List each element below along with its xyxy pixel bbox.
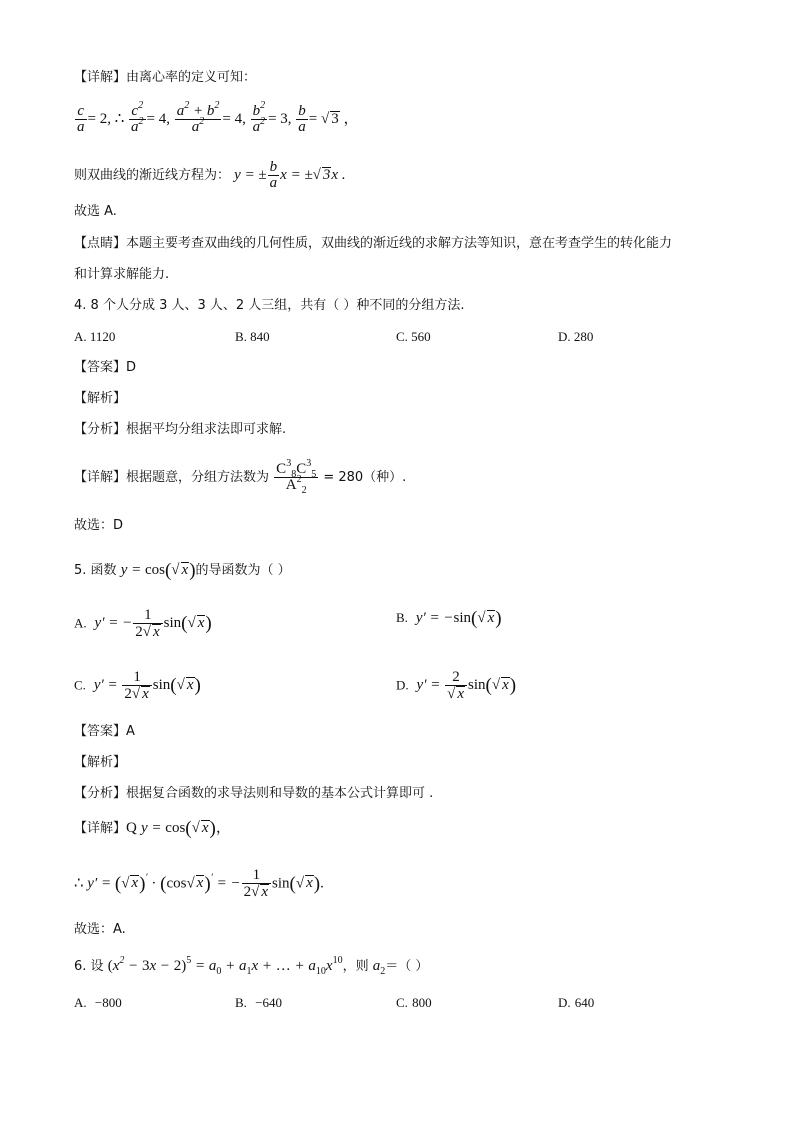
q5-answer [74, 722, 135, 742]
q6-option-b[interactable] [235, 993, 282, 1014]
q6-option-a[interactable] [74, 993, 122, 1014]
q6-option-a-letter: A. [74, 995, 87, 1010]
q4-analysis [74, 420, 286, 440]
detail-tag: 【详解】 [74, 821, 127, 836]
comment-text-1: 本题主要考查双曲线的几何性质，双曲线的渐近线的求解方法等知识，意在考查学生的转化能力 [126, 236, 673, 251]
q5-function: y = cos(√ x) [120, 560, 196, 581]
q6-option-d-letter: D. [558, 995, 571, 1010]
q6-stem-end: ＝（ ） [385, 959, 429, 974]
q5-answer-value: A [126, 724, 135, 739]
analysis-tag: 【分析】 [74, 786, 127, 801]
q5-detail-q: Q [126, 820, 137, 836]
eccentricity-derivation: $\frac{c}{a}$ = 2, ∴ $\frac{c^2}{a^2}$ = 4, $\frac{a^2 + b^2}{a^2}$ = 4, $\frac{b^2}{a^2}$ = 3, $\frac{b}{a}$ = √ 3 ， [77, 100, 359, 135]
q4-answer-value: D [126, 360, 137, 375]
q5-option-c-label: C. [74, 677, 86, 693]
analysis-tag: 【分析】 [74, 422, 127, 437]
comment-line-1 [74, 234, 672, 254]
q5-option-a-label: A. [74, 615, 87, 631]
q4-result: = 280（种）. [323, 469, 407, 485]
q4-analysis-text: 根据平均分组求法即可求解. [126, 422, 287, 437]
q6-option-d[interactable] [558, 993, 594, 1014]
q4-detail [74, 458, 407, 496]
prev-choose: 故选 A. [74, 204, 117, 219]
q5-choose: 故选：A. [74, 922, 126, 937]
q6-option-c[interactable] [396, 993, 432, 1014]
q4-choose: 故选：D [74, 518, 124, 533]
q6-option-b-letter: B. [235, 995, 247, 1010]
detail-line-eccentricity [74, 68, 256, 88]
q5-analysis-head: 【解析】 [74, 755, 127, 770]
q4-option-a[interactable]: A. 1120 [74, 329, 116, 344]
q5-stem-post: 的导函数为（ ） [195, 563, 291, 578]
q5-option-d-label: D. [396, 677, 409, 693]
q5-stem-pre: 5. 函数 [74, 563, 117, 578]
q5-option-c[interactable]: C. y′ = $\frac{1}{2√ x}$ sin(√ x) [74, 669, 201, 702]
q6-stem-pre: 6. 设 [74, 959, 104, 974]
q6-stem [74, 956, 428, 977]
q4-analysis-head: 【解析】 [74, 391, 127, 406]
q4-option-b[interactable]: B. 840 [235, 329, 270, 344]
q5-derivation: ∴ y′ = (√ x)′ · (cos√ x)′ = − $\frac{1}{2√ x}$ sin(√ x). [74, 867, 324, 900]
detail-tag: 【详解】 [74, 70, 127, 85]
q5-detail: 【详解】Q y = cos(√ x)， [74, 818, 231, 839]
asymptote-text: 则双曲线的渐近线方程为： [74, 167, 231, 183]
answer-tag: 【答案】 [74, 724, 127, 739]
q5-stem [74, 560, 291, 581]
q6-option-c-letter: C. [396, 995, 408, 1010]
asymptote-line [74, 160, 346, 191]
q5-option-a[interactable]: A. y′ = − $\frac{1}{2√ x}$ sin(√ x) [74, 607, 212, 640]
q5-option-b-label: B. [396, 610, 408, 625]
q6-stem-post: ，则 [342, 959, 369, 974]
q6-target: $a_2$ [372, 958, 386, 977]
q5-option-b[interactable]: B. y′ = −sin(√ x) [396, 608, 502, 629]
q4-answer [74, 358, 136, 378]
q6-option-d-value: 640 [574, 995, 595, 1010]
comment-tag: 【点睛】 [74, 236, 127, 251]
q6-option-b-value: −640 [255, 995, 283, 1010]
q5-option-d[interactable]: D. y′ = $\frac{2}{√ x}$ sin(√ x) [396, 669, 517, 702]
q4-option-c[interactable]: C. 560 [396, 329, 431, 344]
q4-combination-formula: $\frac{C^3_8C^3_5}{A^2_2}$ [276, 458, 317, 496]
q5-analysis-text: 根据复合函数的求导法则和导数的基本公式计算即可 . [126, 786, 434, 801]
q6-option-c-value: 800 [412, 995, 432, 1010]
detail-tag: 【详解】 [74, 469, 127, 485]
comment-line-2: 和计算求解能力. [74, 267, 170, 282]
q5-analysis [74, 784, 433, 804]
q4-option-d[interactable]: D. 280 [558, 329, 594, 344]
q4-detail-text: 根据题意，分组方法数为 [126, 469, 270, 485]
answer-tag: 【答案】 [74, 360, 127, 375]
q4-stem: 4. 8 个人分成 3 人、3 人、2 人三组，共有（ ）种不同的分组方法. [74, 298, 465, 313]
q6-option-a-value: −800 [94, 995, 122, 1010]
q6-expansion: $(x^2 - 3x - 2)^5 = a_0 + a_1x$ + … + $a_{10}x^{10}$ [107, 955, 343, 977]
detail-text: 由离心率的定义可知： [126, 70, 257, 85]
asymptote-formula: y = ± $\frac{b}{a}$ x = ±√ 3x . [234, 159, 346, 191]
